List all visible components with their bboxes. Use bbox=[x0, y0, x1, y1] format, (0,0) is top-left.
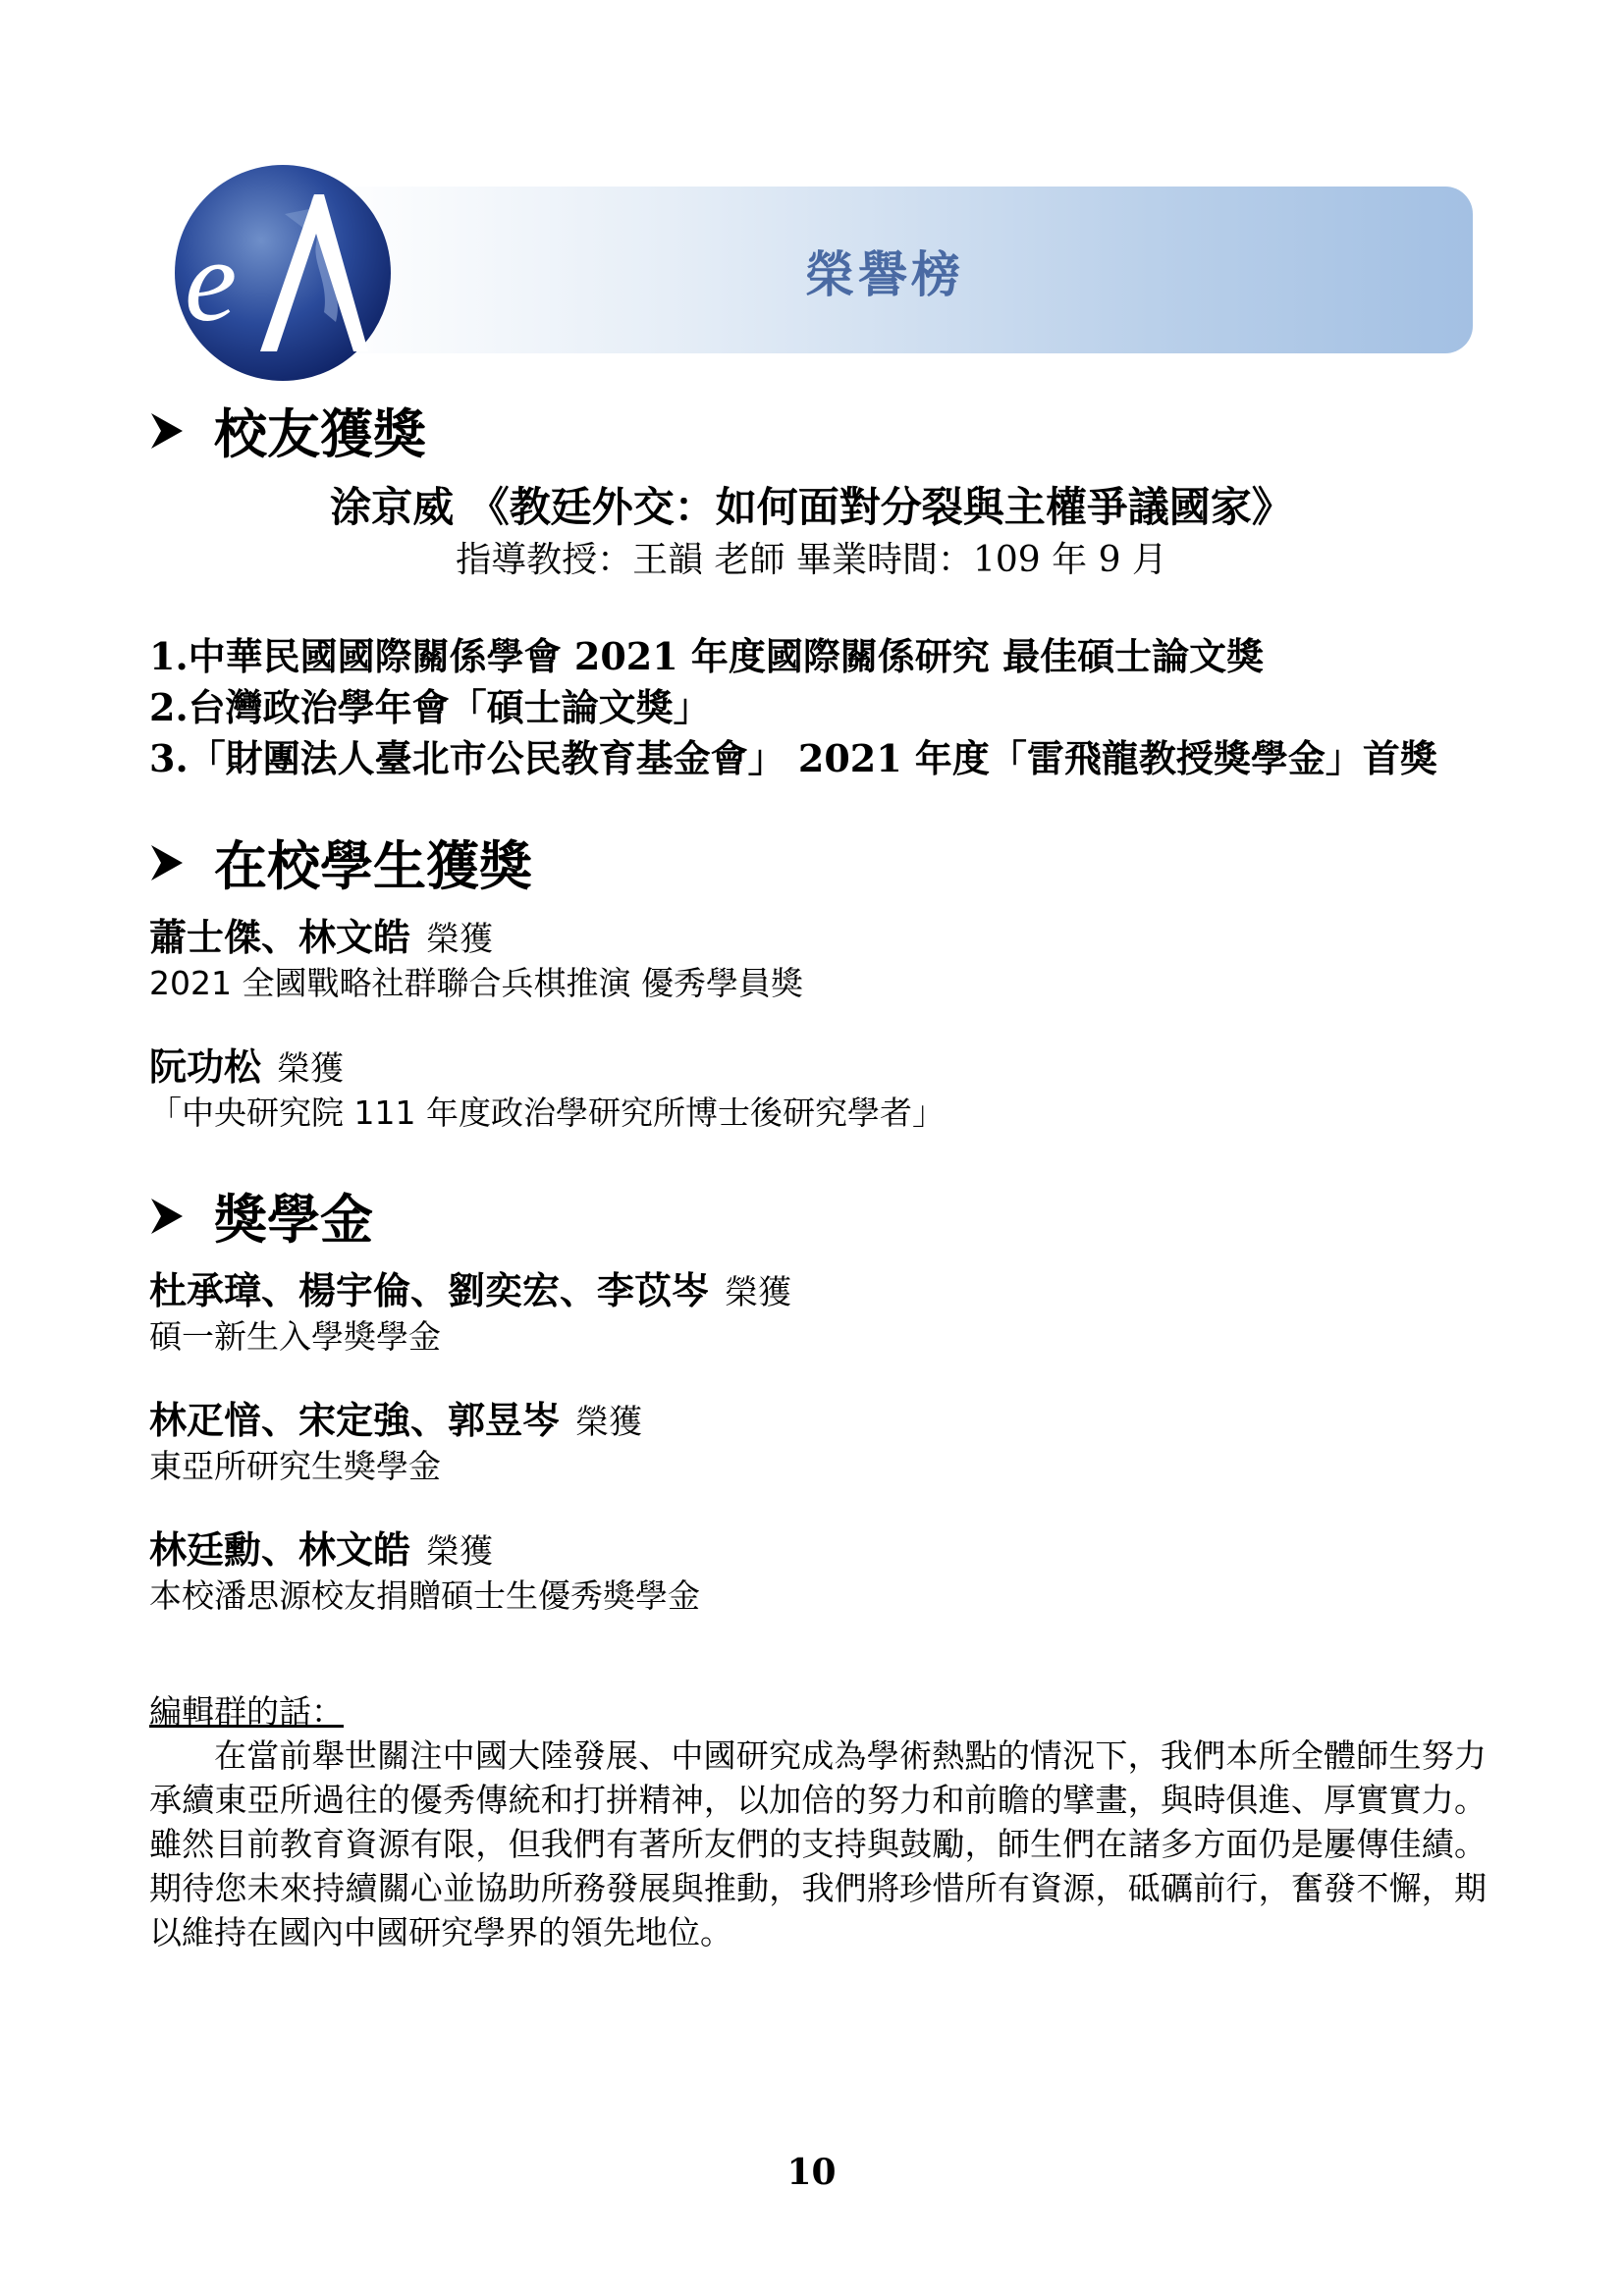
thesis-meta: 指導教授：王韻 老師 畢業時間：109 年 9 月 bbox=[456, 540, 1167, 580]
recipient-suffix: 榮獲 bbox=[575, 1403, 643, 1442]
arrow-bullet-icon bbox=[149, 411, 185, 451]
section-heading-alumni bbox=[149, 393, 426, 468]
ea-logo-icon bbox=[167, 155, 412, 391]
recipient-names-text: 蕭士傑、林文皓 bbox=[149, 916, 411, 959]
recipient-names bbox=[149, 1260, 791, 1314]
recipient-suffix: 榮獲 bbox=[426, 1532, 494, 1572]
award-line: 3.「財團法人臺北市公民教育基金會」 2021 年度「雷飛龍教授獎學金」首獎 bbox=[149, 736, 1437, 780]
recipient-suffix: 榮獲 bbox=[277, 1049, 345, 1089]
award-description: 本校潘思源校友捐贈碩士生優秀獎學金 bbox=[149, 1576, 700, 1615]
recipient-names-text: 林廷勳、林文皓 bbox=[149, 1528, 411, 1572]
recipient-names bbox=[149, 907, 493, 961]
award-description: 碩一新生入學獎學金 bbox=[149, 1317, 441, 1356]
award-line: 1.中華民國國際關係學會 2021 年度國際關係研究 最佳碩士論文獎 bbox=[149, 634, 1265, 678]
arrow-bullet-icon bbox=[149, 1197, 185, 1236]
arrow-bullet-icon bbox=[149, 843, 185, 882]
thesis-title: 涂京威 《教廷外交：如何面對分裂與主權爭議國家》 bbox=[330, 483, 1293, 531]
section-heading-text: 在校學生獲獎 bbox=[214, 835, 532, 897]
award-description: 2021 全國戰略社群聯合兵棋推演 優秀學員獎 bbox=[149, 964, 803, 1002]
recipient-suffix: 榮獲 bbox=[426, 920, 494, 959]
award-description: 「中央研究院 111 年度政治學研究所博士後研究學者」 bbox=[149, 1094, 945, 1132]
recipient-names bbox=[149, 1520, 493, 1574]
recipient-names-text: 杜承璋、楊宇倫、劉奕宏、李苡岑 bbox=[149, 1269, 710, 1312]
section-heading-text: 校友獲獎 bbox=[214, 403, 426, 465]
award-description: 東亞所研究生獎學金 bbox=[149, 1447, 441, 1485]
page-title: 榮譽榜 bbox=[805, 246, 964, 303]
svg-text:e: e bbox=[185, 215, 238, 346]
section-heading-text: 獎學金 bbox=[214, 1189, 373, 1251]
recipient-names bbox=[149, 1037, 344, 1091]
editor-note-body: 在當前舉世關注中國大陸發展、中國研究成為學術熱點的情況下，我們本所全體師生努力承續東亞所過往的優秀傳統和打拼精神，以加倍的努力和前瞻的擘畫，與時俱進、厚實實力。雖然目前教育資源有限，但我們有著所友們的支持與鼓勵，師生們在諸多方面仍是屢傳佳績。期待您未來持續關心並協助所務發展與推動，我們將珍惜所有資源，砥礪前行，奮發不懈，期以維持在國內中國研究學界的領先地位。 bbox=[149, 1736, 1487, 1951]
section-heading-scholarship bbox=[149, 1178, 373, 1254]
recipient-suffix: 榮獲 bbox=[725, 1273, 792, 1312]
recipient-names-text: 林疋愔、宋定強、郭昱岑 bbox=[149, 1399, 561, 1442]
editor-note-label: 編輯群的話： bbox=[149, 1692, 344, 1731]
recipient-names-text: 阮功松 bbox=[149, 1045, 262, 1089]
page-number: 10 bbox=[786, 2152, 837, 2193]
award-line: 2.台灣政治學年會「碩士論文獎」 bbox=[149, 685, 711, 729]
section-heading-students bbox=[149, 825, 532, 900]
recipient-names bbox=[149, 1390, 642, 1444]
